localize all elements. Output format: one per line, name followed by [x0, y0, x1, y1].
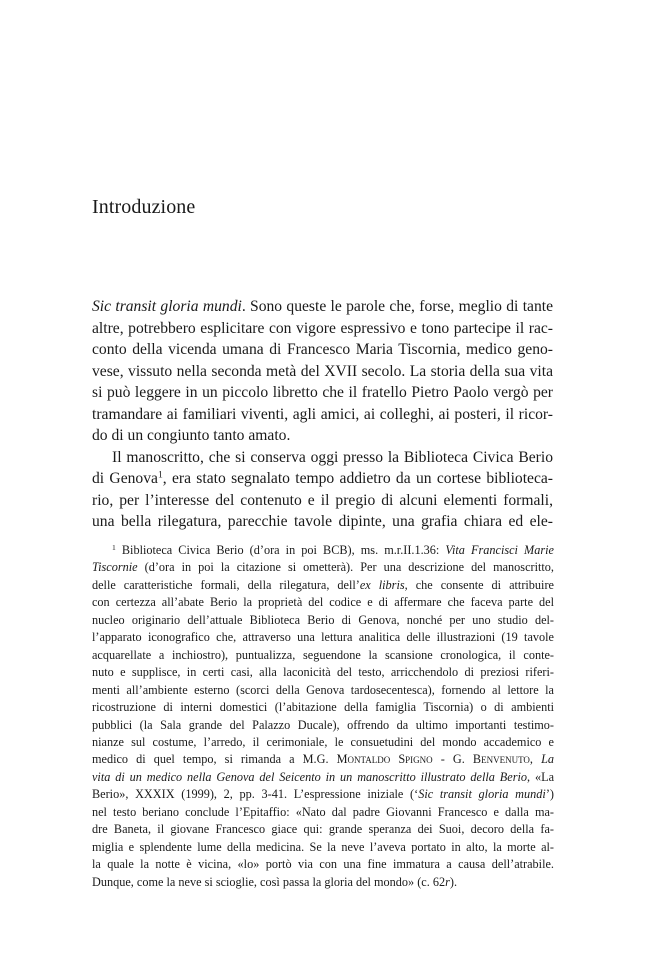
footnote-line: menti all’ambiente esterno (scorci della Genova tardosecentesca), fornendo al lettore la: [92, 682, 554, 697]
body-line: altre, potrebbero esplicitare con vigore espressivo e tono partecipe il rac-: [92, 319, 553, 337]
footnote-reference: 1: [157, 470, 163, 482]
footnote-line: pubblici (la Sala grande del Palazzo Ducale), offrendo da ultimo importanti testimo-: [92, 717, 554, 732]
footnote-number: 1: [112, 542, 116, 552]
body-line: di Genova$^1$, era stato segnalato tempo addietro da un cortese biblioteca-: [92, 470, 553, 488]
footnote-line: miglia e splendente lume della medicina. Se la neve l’aveva portato in alto, la morte al-: [92, 839, 554, 854]
footnote-line: con certezza all’abate Berio la proprietà del codice e di affermare che faceva parte del: [92, 595, 554, 610]
footnote: [92, 542, 554, 891]
footnote-line: delle caratteristiche formali, della rilegatura, dell’ex libris, che consente di attribuire: [92, 577, 554, 592]
chapter-title: Introduzione: [92, 196, 196, 218]
body-line: vese, vissuto nella seconda metà del XVII secolo. La storia della sua vita: [92, 362, 553, 380]
body-line: rio, per l’interesse del contenuto e il pregio di alcuni elementi formali,: [92, 491, 553, 509]
footnote-line: Berio», XXXIX (1999), 2, pp. 3-41. L’espressione iniziale (‘Sic transit gloria mundi’): [92, 787, 554, 802]
footnote-line: nucleo originario dell’attuale Biblioteca Berio di Genova, nonché per uno studio del-: [92, 612, 554, 627]
footnote-line: ricostruzione di interni domestici (l’abitazione della famiglia Tiscornia) o di ambienti: [92, 700, 554, 715]
footnote-line: nel testo beriano conclude l’Epitaffio: «Nato dal padre Giovanni Francesco e dalla ma-: [92, 804, 554, 819]
footnote-line: dre Baneta, il giovane Francesco giace qui: grande speranza dei Suoi, decoro della fa-: [92, 822, 554, 837]
footnote-line: la quale la notte è vicina, «lo» portò via con una fine immatura a causa dell’atrabile.: [92, 857, 554, 872]
footnote-line: l’apparato iconografico che, attraverso una lettura analitica delle illustrazioni (19 tavole: [92, 630, 554, 645]
body-line: do di un congiunto tanto amato.: [92, 427, 291, 445]
footnote-line: nuto e supplisce, in certi casi, alla laconicità del testo, arricchendolo di preziosi riferi-: [92, 665, 554, 680]
footnote-line: $^1$ Biblioteca Civica Berio (d’ora in poi BCB), ms. m.r.II.1.36: Vita Francisci Marie: [112, 542, 554, 557]
body-line: tramandare ai familiari viventi, agli amici, ai colleghi, ai posteri, il ricor-: [92, 405, 553, 423]
body-line: conto della vicenda umana di Francesco Maria Tiscornia, medico geno-: [92, 341, 553, 359]
footnote-line: Tiscornie (d’ora in poi la citazione si ometterà). Per una descrizione del manoscritto,: [92, 560, 554, 575]
body-line: si può leggere in un piccolo libretto che il fratello Pietro Paolo vergò per: [92, 384, 553, 402]
body-line: Il manoscritto, che si conserva oggi presso la Biblioteca Civica Berio: [112, 448, 553, 466]
body-line: Sic transit gloria mundi. Sono queste le parole che, forse, meglio di tante: [92, 298, 553, 315]
body-line: una bella rilegatura, parecchie tavole dipinte, una grafia chiara ed ele-: [92, 513, 553, 531]
footnote-line: nianze sul costume, l’arredo, il cerimoniale, le consuetudini del mondo accademico e: [92, 734, 554, 749]
footnote-line: Dunque, come la neve si scioglie, così passa la gloria del mondo» (c. 62r).: [92, 874, 458, 889]
body-text: [92, 296, 553, 533]
footnote-line: acquarellate a inchiostro), puntualizza, seguendone la scansione cronologica, il conte-: [92, 647, 554, 662]
footnote-line: vita di un medico nella Genova del Seicento in un manoscritto illustrato della Berio, «La: [92, 769, 555, 784]
footnote-line: medico di quel tempo, si rimanda a M.G. Montaldo Spigno - G. Benvenuto, La: [92, 752, 555, 767]
